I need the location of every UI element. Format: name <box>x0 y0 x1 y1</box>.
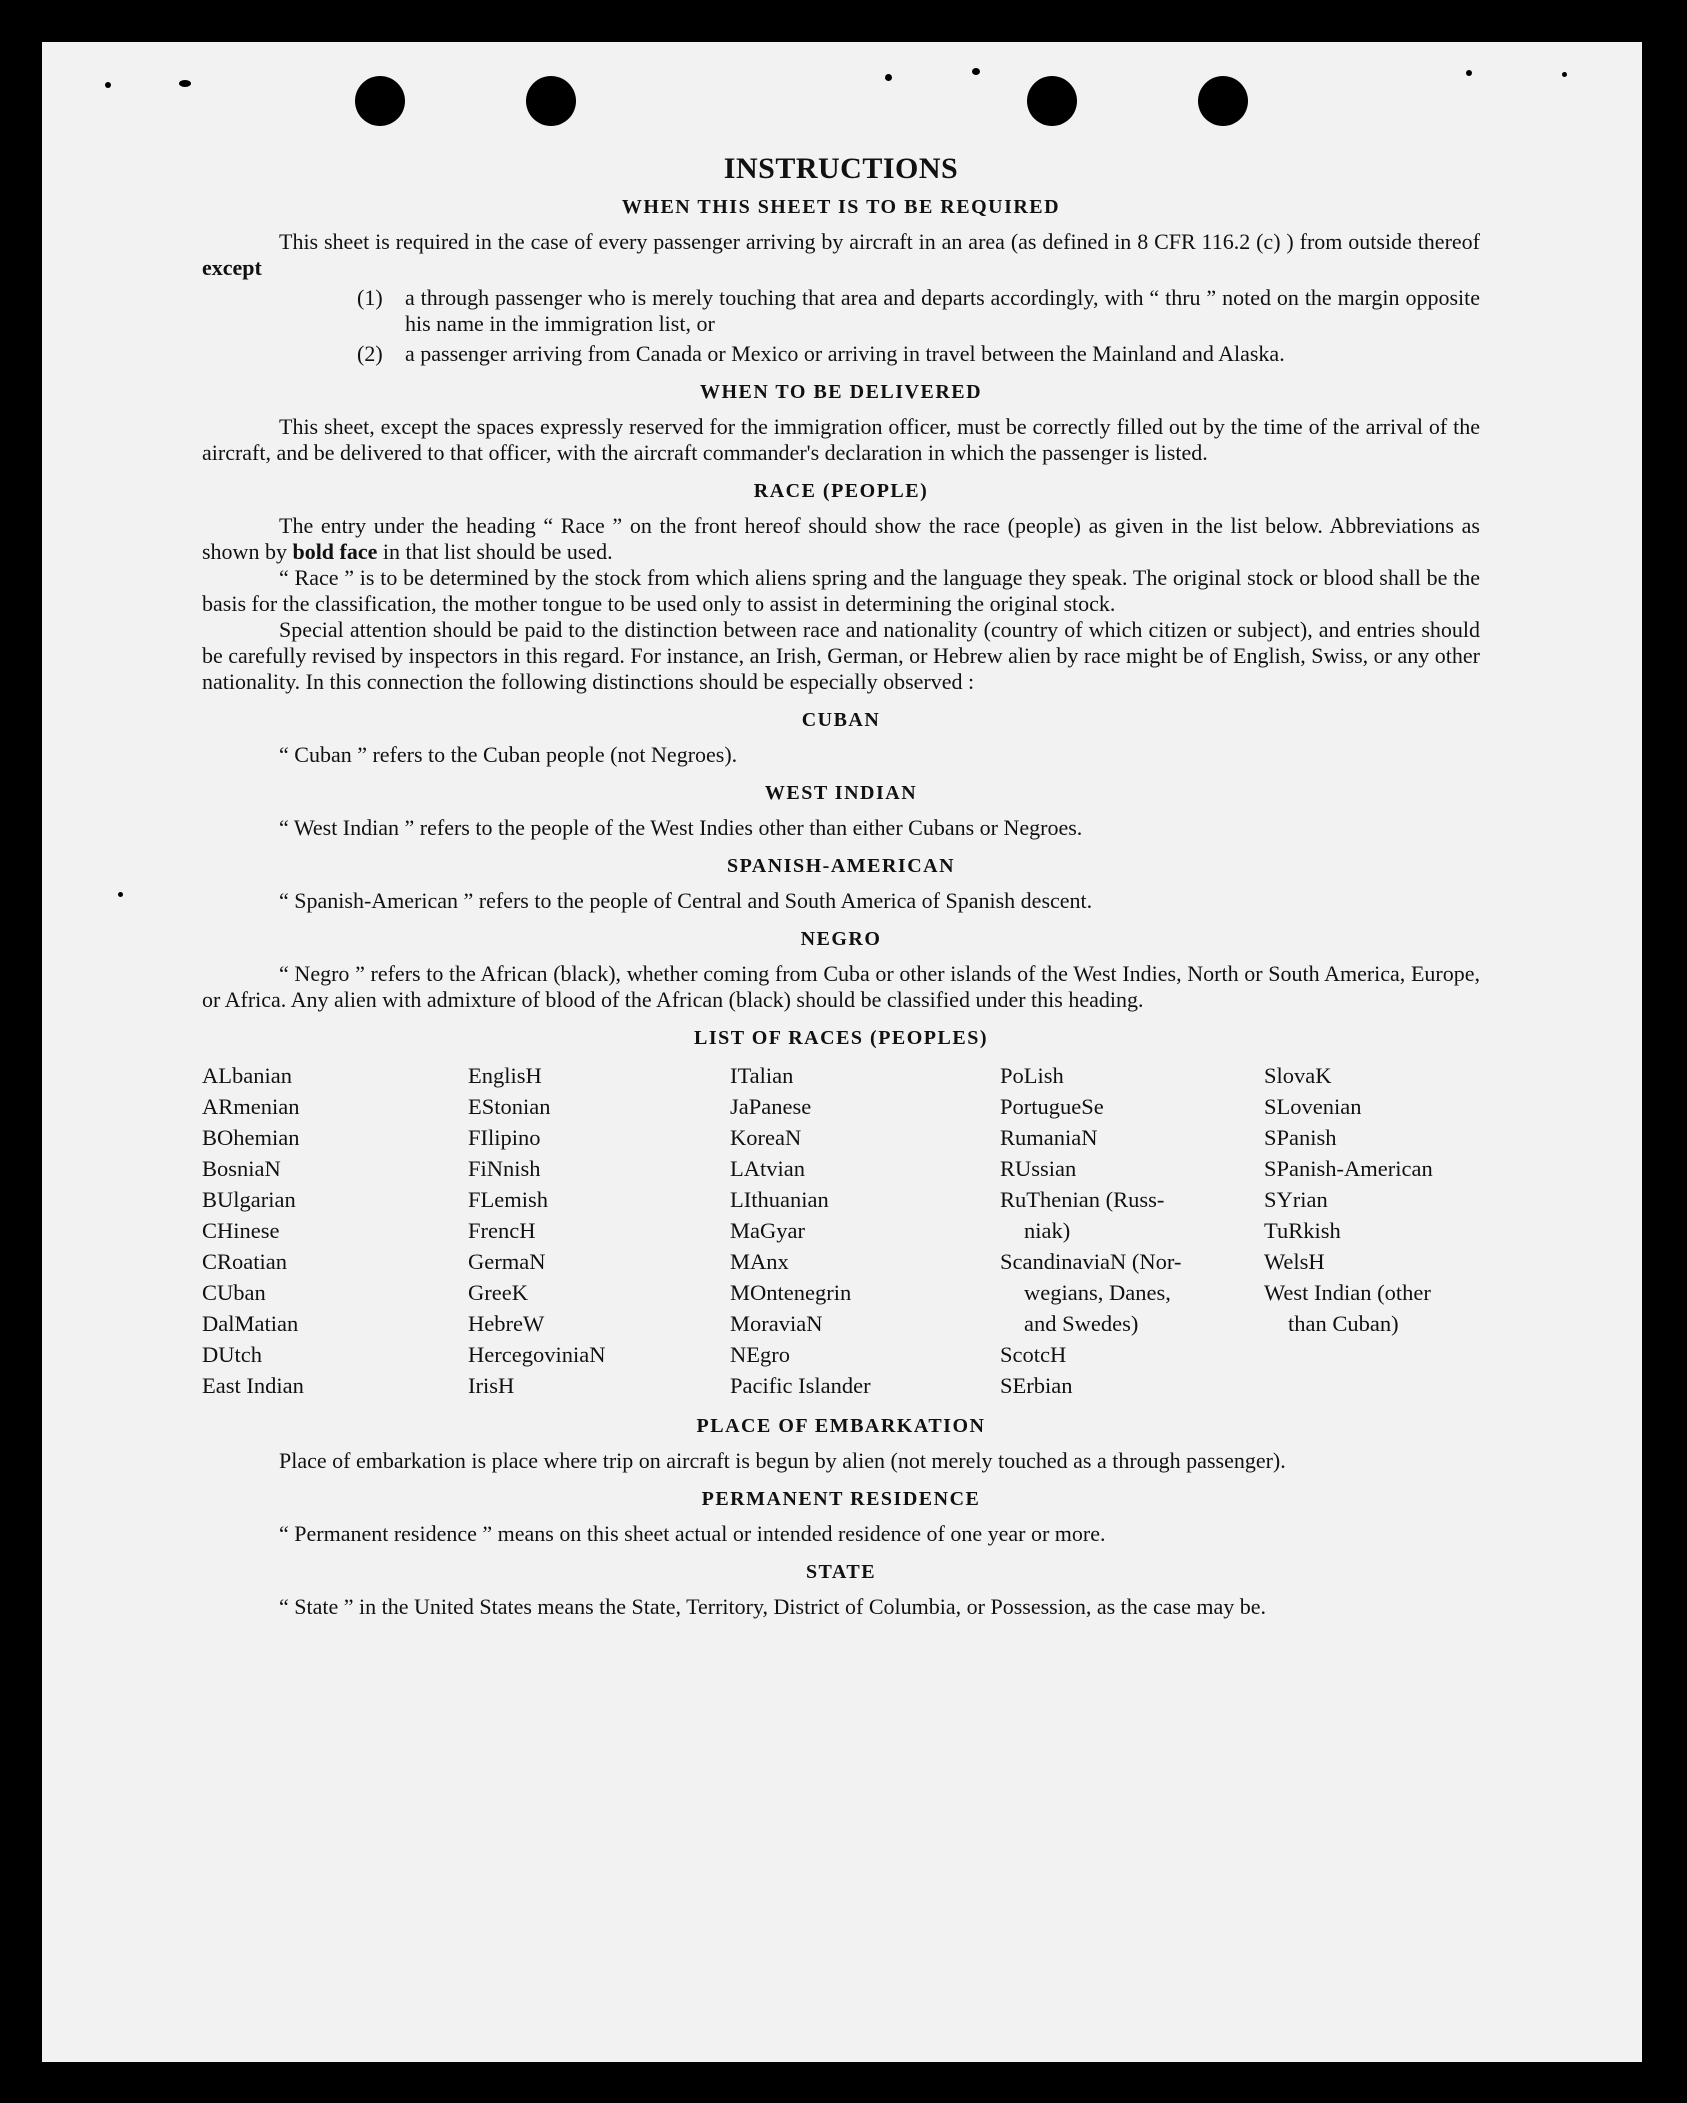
page-title: INSTRUCTIONS <box>723 152 959 185</box>
section-heading: STATE <box>805 1561 877 1583</box>
race-entry: SErbian <box>1000 1373 1073 1398</box>
paragraph: “ Negro ” refers to the African (black), whether coming from Cuba or other islands of the West Indies, North or South America, Europe, or Africa. Any alien with admixture of blood of the African (black) should be classified under this heading. <box>202 961 1480 1012</box>
race-entry: HebreW <box>468 1311 545 1336</box>
race-entry: HercegoviniaN <box>468 1342 606 1367</box>
races-list <box>202 1060 1480 1401</box>
race-entry: MAnx <box>730 1249 789 1274</box>
numbered-item: (2) a passenger arriving from Canada or Mexico or arriving in travel between the Mainland and Alaska. <box>357 341 1285 366</box>
section-heading: WHEN TO BE DELIVERED <box>699 381 983 403</box>
race-entry: niak) <box>1024 1218 1071 1243</box>
race-entry: KoreaN <box>730 1125 802 1150</box>
speck <box>179 80 191 87</box>
punch-hole <box>1027 76 1077 126</box>
race-entry: GreeK <box>468 1280 528 1305</box>
race-entry: LAtvian <box>730 1156 805 1181</box>
speck <box>118 892 123 897</box>
race-entry: ITalian <box>730 1063 794 1088</box>
race-entry: SlovaK <box>1264 1063 1332 1088</box>
race-entry: MOntenegrin <box>730 1280 852 1305</box>
race-entry: MoraviaN <box>730 1311 823 1336</box>
race-entry: FiNnish <box>468 1156 541 1181</box>
section-heading: SPANISH-AMERICAN <box>726 855 956 877</box>
race-entry: DUtch <box>202 1342 262 1367</box>
race-entry: EStonian <box>468 1094 551 1119</box>
punch-hole <box>1198 76 1248 126</box>
race-entry: Pacific Islander <box>730 1373 871 1398</box>
numbered-item: (1) a through passenger who is merely touching that area and departs accordingly, with “ thru ” noted on the margin opposite his name in the immigration list, or <box>357 285 1480 336</box>
race-entry: WelsH <box>1264 1249 1325 1274</box>
race-entry: PoLish <box>1000 1063 1064 1088</box>
paragraph: Special attention should be paid to the distinction between race and nationality (country of which citizen or subject), and entries should be carefully revised by inspectors in this regard. For instance, an Irish, German, or Hebrew alien by race might be of English, Swiss, or any other nationality. In this connection the following distinctions should be especially observed : <box>202 617 1480 694</box>
race-entry: FIlipino <box>468 1125 541 1150</box>
paragraph: The entry under the heading “ Race ” on the front hereof should show the race (people) as given in the list below. Abbreviations as shown by bold face in that list should be used. <box>202 513 1480 564</box>
race-entry: ScotcH <box>1000 1342 1067 1367</box>
section-heading: WEST INDIAN <box>764 782 918 804</box>
punch-hole <box>526 76 576 126</box>
speck <box>972 68 980 75</box>
race-entry: NEgro <box>730 1342 790 1367</box>
race-entry: PortugueSe <box>1000 1094 1104 1119</box>
section-heading: LIST OF RACES (PEOPLES) <box>693 1027 988 1049</box>
race-entry: BosniaN <box>202 1156 281 1181</box>
section-heading: PERMANENT RESIDENCE <box>701 1488 981 1510</box>
race-entry: SPanish <box>1264 1125 1337 1150</box>
race-entry: FLemish <box>468 1187 549 1212</box>
speck <box>1466 70 1472 76</box>
race-entry: SLovenian <box>1264 1094 1362 1119</box>
paragraph: “ Cuban ” refers to the Cuban people (not Negroes). <box>279 742 738 767</box>
race-entry: RuThenian (Russ- <box>1000 1187 1165 1212</box>
race-entry: wegians, Danes, <box>1024 1280 1171 1305</box>
races-column <box>730 1060 1000 1401</box>
race-entry: RumaniaN <box>1000 1125 1098 1150</box>
speck <box>105 82 111 88</box>
speck <box>1562 72 1567 77</box>
race-entry: East Indian <box>202 1373 304 1398</box>
document-page <box>42 42 1642 2062</box>
section-heading: WHEN THIS SHEET IS TO BE REQUIRED <box>621 196 1061 218</box>
punch-hole <box>355 76 405 126</box>
paragraph: “ Race ” is to be determined by the stock from which aliens spring and the language they speak. The original stock or blood shall be the basis for the classification, the mother tongue to be used only to assist in determining the original stock. <box>202 565 1480 616</box>
section-heading: RACE (PEOPLE) <box>753 480 929 502</box>
paragraph: This sheet is required in the case of every passenger arriving by aircraft in an area (as defined in 8 CFR 116.2 (c) ) from outside thereof except <box>202 229 1480 280</box>
race-entry: SYrian <box>1264 1187 1328 1212</box>
paragraph: “ State ” in the United States means the State, Territory, District of Columbia, or Possession, as the case may be. <box>279 1594 1267 1619</box>
race-entry: ScandinaviaN (Nor- <box>1000 1249 1182 1274</box>
race-entry: IrisH <box>468 1373 515 1398</box>
race-entry: ALbanian <box>202 1063 292 1088</box>
race-entry: West Indian (other <box>1264 1280 1431 1305</box>
section-heading: PLACE OF EMBARKATION <box>696 1415 986 1437</box>
race-entry: ARmenian <box>202 1094 300 1119</box>
race-entry: CUban <box>202 1280 266 1305</box>
race-entry: and Swedes) <box>1024 1311 1139 1336</box>
race-entry: TuRkish <box>1264 1218 1341 1243</box>
race-entry: LIthuanian <box>730 1187 829 1212</box>
race-entry: RUssian <box>1000 1156 1077 1181</box>
section-heading: NEGRO <box>800 928 882 950</box>
race-entry: SPanish-American <box>1264 1156 1433 1181</box>
race-entry: MaGyar <box>730 1218 805 1243</box>
races-column <box>468 1060 730 1401</box>
paragraph: “ West Indian ” refers to the people of the West Indies other than either Cubans or Negroes. <box>279 815 1083 840</box>
race-entry: JaPanese <box>730 1094 812 1119</box>
paragraph: “ Permanent residence ” means on this sheet actual or intended residence of one year or more. <box>279 1521 1106 1546</box>
race-entry: CHinese <box>202 1218 280 1243</box>
race-entry: FrencH <box>468 1218 536 1243</box>
paragraph: “ Spanish-American ” refers to the people of Central and South America of Spanish descent. <box>279 888 1093 913</box>
races-column <box>202 1060 468 1401</box>
paragraph: This sheet, except the spaces expressly reserved for the immigration officer, must be correctly filled out by the time of the arrival of the aircraft, and be delivered to that officer, with the aircraft commander's declaration in which the passenger is listed. <box>202 414 1480 465</box>
race-entry: DalMatian <box>202 1311 299 1336</box>
races-column <box>1000 1060 1264 1401</box>
race-entry: BOhemian <box>202 1125 300 1150</box>
section-heading: CUBAN <box>801 709 881 731</box>
race-entry: CRoatian <box>202 1249 287 1274</box>
race-entry: than Cuban) <box>1288 1311 1399 1336</box>
paragraph: Place of embarkation is place where trip on aircraft is begun by alien (not merely touched as a through passenger). <box>279 1448 1286 1473</box>
race-entry: BUlgarian <box>202 1187 296 1212</box>
races-column <box>1264 1060 1480 1401</box>
instructions-text <box>202 152 1480 1620</box>
speck <box>885 74 892 81</box>
race-entry: GermaN <box>468 1249 546 1274</box>
race-entry: EnglisH <box>468 1063 542 1088</box>
